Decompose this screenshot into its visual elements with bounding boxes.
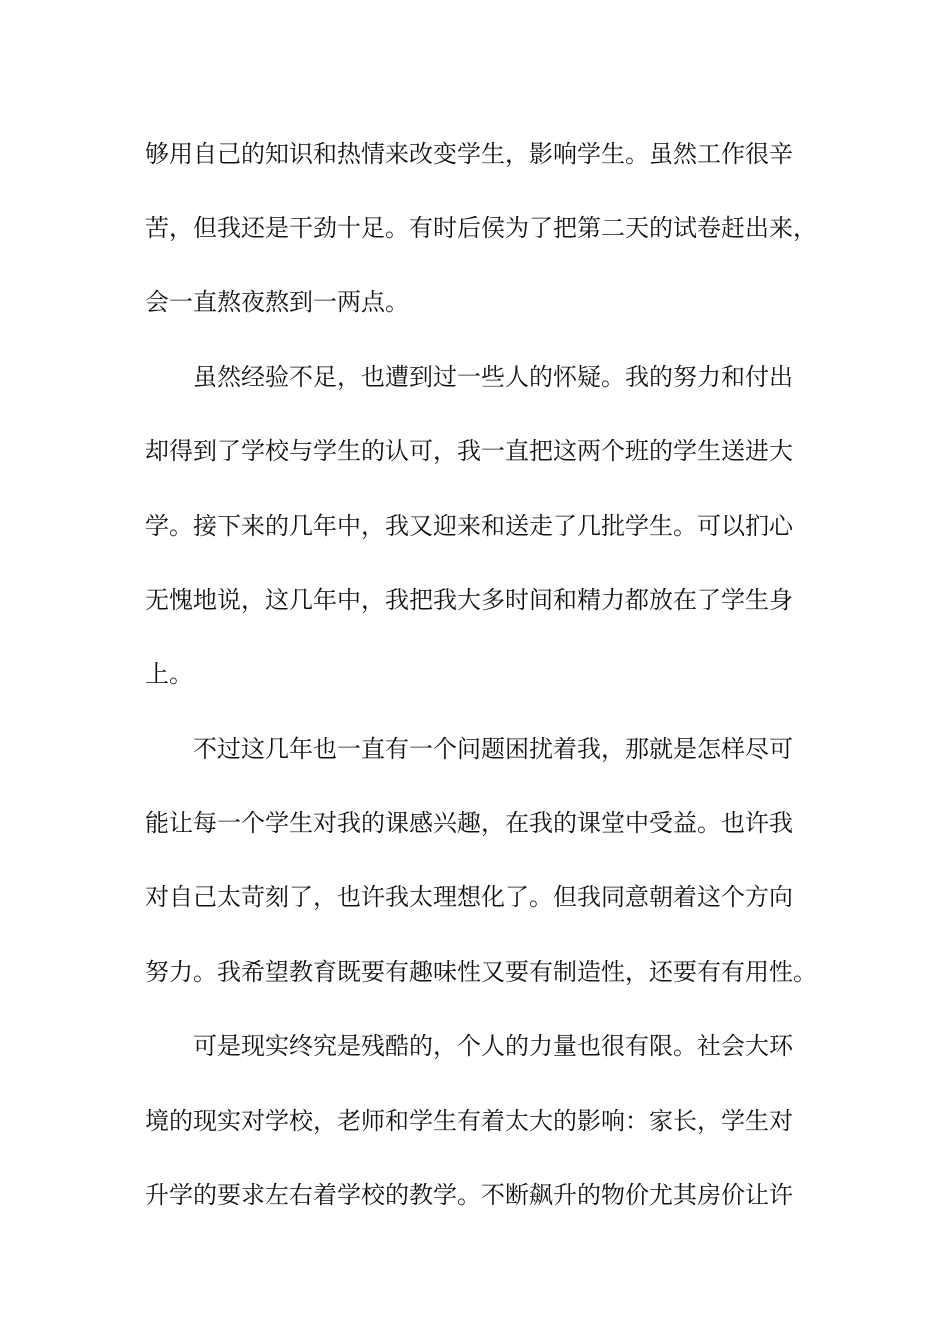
text-line: 够用自己的知识和热情来改变学生，影响学生。虽然工作很辛	[145, 140, 793, 168]
text-line: 努力。我希望教育既要有趣味性又要有制造性，还要有有用性。	[145, 958, 817, 986]
paragraph-start-line: 虽然经验不足，也遭到过一些人的怀疑。我的努力和付出	[193, 363, 793, 391]
text-line: 上。	[145, 660, 193, 688]
text-line: 境的现实对学校，老师和学生有着太大的影响：家长，学生对	[145, 1107, 793, 1135]
text-line: 苦，但我还是干劲十足。有时后侯为了把第二天的试卷赶出来，	[145, 214, 817, 242]
text-line: 学。接下来的几年中，我又迎来和送走了几批学生。可以扪心	[145, 512, 793, 540]
text-line: 能让每一个学生对我的课感兴趣，在我的课堂中受益。也许我	[145, 809, 793, 837]
paragraph-start-line: 不过这几年也一直有一个问题困扰着我，那就是怎样尽可	[193, 735, 793, 763]
text-line: 对自己太苛刻了，也许我太理想化了。但我同意朝着这个方向	[145, 883, 793, 911]
text-line: 无愧地说，这几年中，我把我大多时间和精力都放在了学生身	[145, 586, 793, 614]
text-line: 会一直熬夜熬到一两点。	[145, 288, 409, 316]
text-line: 升学的要求左右着学校的教学。不断飙升的物价尤其房价让许	[145, 1181, 793, 1209]
paragraph-start-line: 可是现实终究是残酷的，个人的力量也很有限。社会大环	[193, 1032, 793, 1060]
text-line: 却得到了学校与学生的认可，我一直把这两个班的学生送进大	[145, 437, 793, 465]
